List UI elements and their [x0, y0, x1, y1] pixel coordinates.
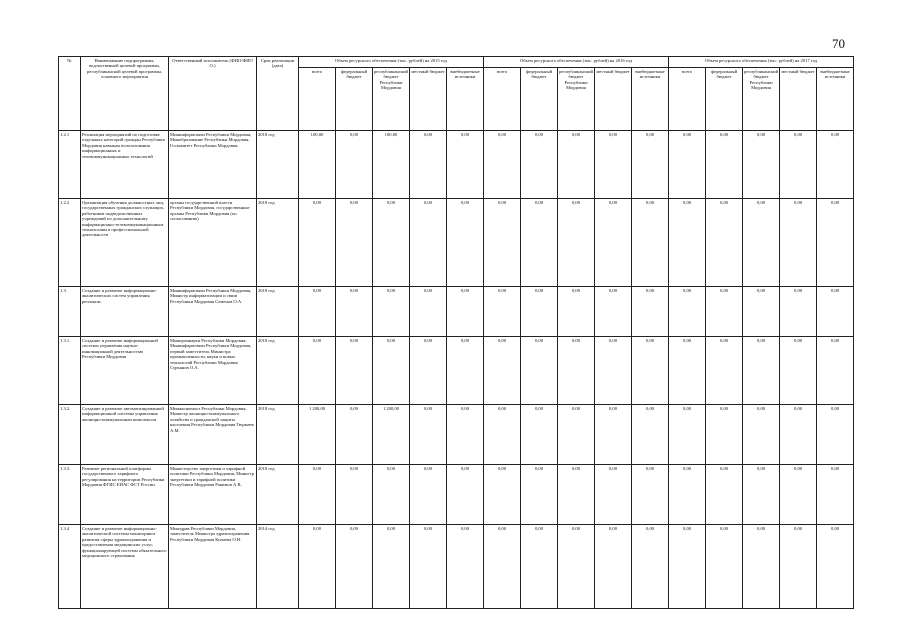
row-value: 0,00 — [558, 525, 595, 609]
row-value: 0,00 — [521, 525, 558, 609]
row-term: 2018 год — [257, 131, 299, 199]
row-value: 0,00 — [299, 337, 336, 405]
row-name: Создание и развитие информационной системы управления научно-инновационной деятельностью Республики Мордовия — [81, 337, 169, 405]
row-value: 0,00 — [447, 525, 484, 609]
row-value: 0,00 — [410, 337, 447, 405]
row-responsible: органы государственной власти Республики Мордовия, государственные органы Республики Мордовия (по согласованию) — [169, 199, 257, 287]
table-row — [59, 465, 854, 525]
row-name: Создание и развитие информационно-аналитических систем управления регионом — [81, 287, 169, 337]
subheader-cell: внебюджетные источники — [447, 68, 484, 131]
row-value: 0,00 — [373, 199, 410, 287]
row-value: 0,00 — [595, 337, 632, 405]
row-number: 1.3.3. — [59, 465, 81, 525]
row-value: 0,00 — [706, 337, 743, 405]
row-term: 2018 год — [257, 337, 299, 405]
header-group-2015: Объем ресурсного обеспечения (тыс. рублей) на 2015 год — [299, 57, 484, 68]
row-value: 0,00 — [521, 405, 558, 465]
row-value: 0,00 — [558, 287, 595, 337]
row-value: 100,00 — [299, 131, 336, 199]
row-value: 0,00 — [447, 465, 484, 525]
row-value: 0,00 — [336, 525, 373, 609]
row-value: 1 200,00 — [373, 405, 410, 465]
row-value: 0,00 — [595, 465, 632, 525]
row-value: 0,00 — [669, 131, 706, 199]
resource-table — [58, 56, 854, 609]
row-term: 2018 год — [257, 199, 299, 287]
row-value: 0,00 — [484, 525, 521, 609]
row-value: 0,00 — [669, 287, 706, 337]
row-value: 0,00 — [484, 287, 521, 337]
row-value: 0,00 — [817, 525, 854, 609]
table-row — [59, 405, 854, 465]
row-value: 0,00 — [299, 465, 336, 525]
row-number: 1.3.1. — [59, 337, 81, 405]
table-row — [59, 131, 854, 199]
row-value: 0,00 — [336, 287, 373, 337]
row-value: 0,00 — [669, 465, 706, 525]
row-value: 0,00 — [706, 525, 743, 609]
row-value: 0,00 — [373, 337, 410, 405]
row-value: 0,00 — [521, 287, 558, 337]
row-term: 2014 год — [257, 525, 299, 609]
row-value: 0,00 — [299, 199, 336, 287]
row-value: 0,00 — [484, 465, 521, 525]
table-row — [59, 199, 854, 287]
row-name: Реализация мероприятий по подготовке отдельных категорий граждан Республики Мордовия навыкам использования информационных и телекоммуникационных технологий — [81, 131, 169, 199]
row-value: 0,00 — [706, 199, 743, 287]
row-value: 0,00 — [558, 465, 595, 525]
row-value: 0,00 — [299, 287, 336, 337]
row-value: 0,00 — [743, 131, 780, 199]
header-responsible: Ответственный исполнитель (ФИО/ФИО О.) — [169, 57, 257, 131]
row-value: 0,00 — [706, 287, 743, 337]
row-value: 0,00 — [336, 131, 373, 199]
row-value: 0,00 — [817, 131, 854, 199]
subheader-cell: всего — [669, 68, 706, 131]
row-value: 0,00 — [743, 337, 780, 405]
row-value: 0,00 — [817, 199, 854, 287]
row-value: 0,00 — [373, 287, 410, 337]
row-value: 0,00 — [780, 337, 817, 405]
subheader-cell: федеральный бюджет — [706, 68, 743, 131]
table-row — [59, 525, 854, 609]
row-value: 0,00 — [521, 465, 558, 525]
page-number: 70 — [832, 36, 845, 51]
row-value: 0,00 — [780, 199, 817, 287]
row-responsible: Минпромнауки Республики Мордовия, Мининформсвязи Республики Мордовия, первый заместитель Министра промышленности, науки и новых технологий Республики Мордовия Сурьянов О.А. — [169, 337, 257, 405]
subheader-cell: местный бюджет — [595, 68, 632, 131]
subheader-cell: внебюджетные источники — [632, 68, 669, 131]
header-term: Срок реализации (дата) — [257, 57, 299, 131]
row-value: 0,00 — [632, 405, 669, 465]
subheader-cell: федеральный бюджет — [336, 68, 373, 131]
row-name: Развитие региональной платформы государственного тарифного регулирования на территории Республики Мордовия ФГИС ЕИАС ФСТ России — [81, 465, 169, 525]
row-value: 0,00 — [669, 337, 706, 405]
row-responsible: Министерство энергетики и тарифной политики Республики Мордовия, Министр энергетики и тарифной политики Республики Мордовия Ракимов А.В. — [169, 465, 257, 525]
row-value: 0,00 — [743, 287, 780, 337]
row-value: 0,00 — [410, 405, 447, 465]
row-value: 0,00 — [410, 199, 447, 287]
row-value: 0,00 — [336, 405, 373, 465]
row-value: 0,00 — [484, 131, 521, 199]
subheader-cell: всего — [484, 68, 521, 131]
table-row — [59, 287, 854, 337]
row-value: 0,00 — [373, 525, 410, 609]
subheader-cell: местный бюджет — [410, 68, 447, 131]
row-value: 0,00 — [521, 199, 558, 287]
row-value: 0,00 — [558, 337, 595, 405]
row-number: 1.3.2. — [59, 405, 81, 465]
row-responsible: Мининформсвязи Республики Мордовия, Минобразование Республики Мордовия, Госкомитет Республики Мордовия — [169, 131, 257, 199]
row-name: Организация обучения должностных лиц, государственных гражданских служащих, работников подведомственных учреждений по дополнительному информационно-телекоммуникационным технологиям в профессиональной деятельности — [81, 199, 169, 287]
row-value: 0,00 — [484, 405, 521, 465]
row-value: 0,00 — [632, 199, 669, 287]
subheader-cell: республиканский бюджет Республики Мордовия — [743, 68, 780, 131]
row-value: 0,00 — [632, 131, 669, 199]
row-name: Создание и развитие информационно-аналитической системы мониторинга развития сферы здравоохранения и предоставления медицинских услуг, функционирующей системы обязательного медицинского страхования — [81, 525, 169, 609]
row-value: 0,00 — [521, 131, 558, 199]
row-value: 0,00 — [595, 131, 632, 199]
row-value: 0,00 — [484, 199, 521, 287]
row-value: 0,00 — [817, 465, 854, 525]
row-value: 0,00 — [706, 131, 743, 199]
row-value: 0,00 — [336, 199, 373, 287]
row-value: 0,00 — [669, 199, 706, 287]
row-value: 0,00 — [410, 465, 447, 525]
row-value: 1 200,00 — [299, 405, 336, 465]
row-value: 0,00 — [780, 131, 817, 199]
row-value: 0,00 — [632, 525, 669, 609]
row-value: 0,00 — [521, 337, 558, 405]
row-value: 0,00 — [336, 465, 373, 525]
row-value: 0,00 — [558, 405, 595, 465]
row-value: 0,00 — [780, 405, 817, 465]
row-responsible: Минздрав Республики Мордовия, заместитель Министра здравоохранения Республики Мордовия Кичаева О.Н. — [169, 525, 257, 609]
row-value: 0,00 — [706, 465, 743, 525]
row-responsible: Минжилкомхоз Республики Мордовия, Министр жилищно-коммунального хозяйства и гражданской защиты населения Республики Мордовия Тюрмаев А.М. — [169, 405, 257, 465]
row-value: 0,00 — [817, 337, 854, 405]
row-value: 0,00 — [447, 287, 484, 337]
subheader-cell: всего — [299, 68, 336, 131]
row-value: 0,00 — [595, 199, 632, 287]
row-value: 0,00 — [817, 287, 854, 337]
subheader-cell: местный бюджет — [780, 68, 817, 131]
table-row — [59, 337, 854, 405]
row-value: 0,00 — [447, 337, 484, 405]
row-value: 0,00 — [447, 405, 484, 465]
row-number: 1.2.2 — [59, 199, 81, 287]
header-no: № — [59, 57, 81, 131]
row-name: Создание и развитие автоматизированной информационной системы управления жилищно-коммунальным комплексом — [81, 405, 169, 465]
row-term: 2018 год — [257, 287, 299, 337]
row-value: 0,00 — [669, 405, 706, 465]
row-value: 0,00 — [780, 525, 817, 609]
row-value: 0,00 — [743, 465, 780, 525]
row-value: 0,00 — [595, 405, 632, 465]
subheader-cell: внебюджетные источники — [817, 68, 854, 131]
subheader-cell: федеральный бюджет — [521, 68, 558, 131]
row-value: 0,00 — [410, 525, 447, 609]
row-value: 0,00 — [410, 287, 447, 337]
row-value: 0,00 — [669, 525, 706, 609]
row-number: 1.3.4 — [59, 525, 81, 609]
table-body — [59, 131, 854, 609]
row-value: 0,00 — [558, 131, 595, 199]
row-value: 0,00 — [706, 405, 743, 465]
row-value: 0,00 — [780, 465, 817, 525]
row-term: 2018 год — [257, 465, 299, 525]
row-value: 0,00 — [447, 199, 484, 287]
row-value: 100,00 — [373, 131, 410, 199]
row-value: 0,00 — [410, 131, 447, 199]
row-value: 0,00 — [632, 287, 669, 337]
header-group-2017: Объем ресурсного обеспечения (тыс. рублей) на 2017 год — [669, 57, 854, 68]
row-value: 0,00 — [595, 287, 632, 337]
row-value: 0,00 — [632, 465, 669, 525]
row-value: 0,00 — [447, 131, 484, 199]
row-value: 0,00 — [336, 337, 373, 405]
row-value: 0,00 — [484, 337, 521, 405]
row-number: 1.2.1 — [59, 131, 81, 199]
row-value: 0,00 — [299, 525, 336, 609]
subheader-cell: республиканский бюджет Республики Мордовия — [558, 68, 595, 131]
row-value: 0,00 — [780, 287, 817, 337]
row-value: 0,00 — [743, 525, 780, 609]
row-value: 0,00 — [743, 405, 780, 465]
header-name: Наименование подпрограммы, ведомственной целевой программы, республиканской целевой программы, основного мероприятия — [81, 57, 169, 131]
row-value: 0,00 — [632, 337, 669, 405]
row-term: 2018 год — [257, 405, 299, 465]
row-value: 0,00 — [595, 525, 632, 609]
row-value: 0,00 — [817, 405, 854, 465]
row-value: 0,00 — [743, 199, 780, 287]
row-number: 1.3. — [59, 287, 81, 337]
header-group-2016: Объем ресурсного обеспечения (тыс. рублей) на 2016 год — [484, 57, 669, 68]
row-responsible: Мининформсвязи Республики Мордовия, Министр информатизации и связи Республики Мордовия Семенов О.А. — [169, 287, 257, 337]
row-value: 0,00 — [558, 199, 595, 287]
subheader-cell: республиканский бюджет Республики Мордовия — [373, 68, 410, 131]
row-value: 0,00 — [373, 465, 410, 525]
